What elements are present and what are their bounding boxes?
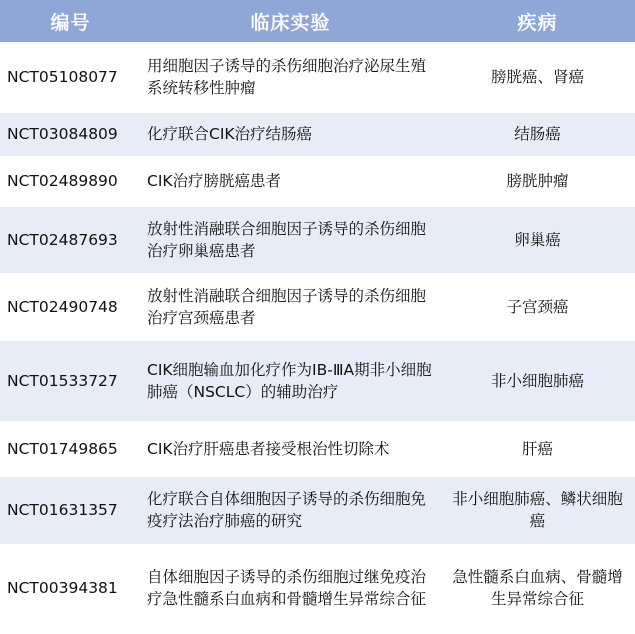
header-row (0, 0, 635, 42)
header-id: 编号 (0, 0, 141, 42)
trial-title: 化疗联合CIK治疗结肠癌 (141, 112, 440, 156)
table-row (0, 273, 635, 340)
trial-id: NCT01533727 (0, 340, 141, 421)
trial-id: NCT02489890 (0, 156, 141, 206)
trial-id: NCT05108077 (0, 42, 141, 112)
trial-title: CIK治疗肝癌患者接受根治性切除术 (141, 421, 440, 476)
trial-disease: 急性髓系白血病、骨髓增生异常综合征 (440, 544, 635, 632)
trial-disease: 膀胱肿瘤 (440, 156, 635, 206)
header-trial: 临床实验 (141, 0, 440, 42)
trial-id: NCT00394381 (0, 544, 141, 632)
trial-title: 放射性消融联合细胞因子诱导的杀伤细胞治疗卵巢癌患者 (141, 206, 440, 273)
table-body (0, 42, 635, 632)
trial-disease: 子宫颈癌 (440, 273, 635, 340)
trial-id: NCT02487693 (0, 206, 141, 273)
trial-id: NCT01631357 (0, 476, 141, 544)
trial-id: NCT01749865 (0, 421, 141, 476)
trial-title: 放射性消融联合细胞因子诱导的杀伤细胞治疗宫颈癌患者 (141, 273, 440, 340)
table-row (0, 340, 635, 421)
trial-disease: 结肠癌 (440, 112, 635, 156)
trial-disease: 肝癌 (440, 421, 635, 476)
header-disease: 疾病 (440, 0, 635, 42)
trial-id: NCT02490748 (0, 273, 141, 340)
table-row (0, 421, 635, 476)
trial-disease: 卵巢癌 (440, 206, 635, 273)
trial-disease: 非小细胞肺癌、鳞状细胞癌 (440, 476, 635, 544)
table-row (0, 544, 635, 632)
trial-title: 化疗联合自体细胞因子诱导的杀伤细胞免疫疗法治疗肺癌的研究 (141, 476, 440, 544)
table-row (0, 42, 635, 112)
table-row (0, 156, 635, 206)
trial-disease: 膀胱癌、肾癌 (440, 42, 635, 112)
trial-id: NCT03084809 (0, 112, 141, 156)
trial-title: 用细胞因子诱导的杀伤细胞治疗泌尿生殖系统转移性肿瘤 (141, 42, 440, 112)
table-row (0, 112, 635, 156)
table-header (0, 0, 635, 42)
table-row (0, 206, 635, 273)
trial-disease: 非小细胞肺癌 (440, 340, 635, 421)
trial-title: CIK治疗膀胱癌患者 (141, 156, 440, 206)
trial-title: 自体细胞因子诱导的杀伤细胞过继免疫治疗急性髓系白血病和骨髓增生异常综合征 (141, 544, 440, 632)
table-row (0, 476, 635, 544)
trial-title: CIK细胞输血加化疗作为IB-ⅢA期非小细胞肺癌（NSCLC）的辅助治疗 (141, 340, 440, 421)
